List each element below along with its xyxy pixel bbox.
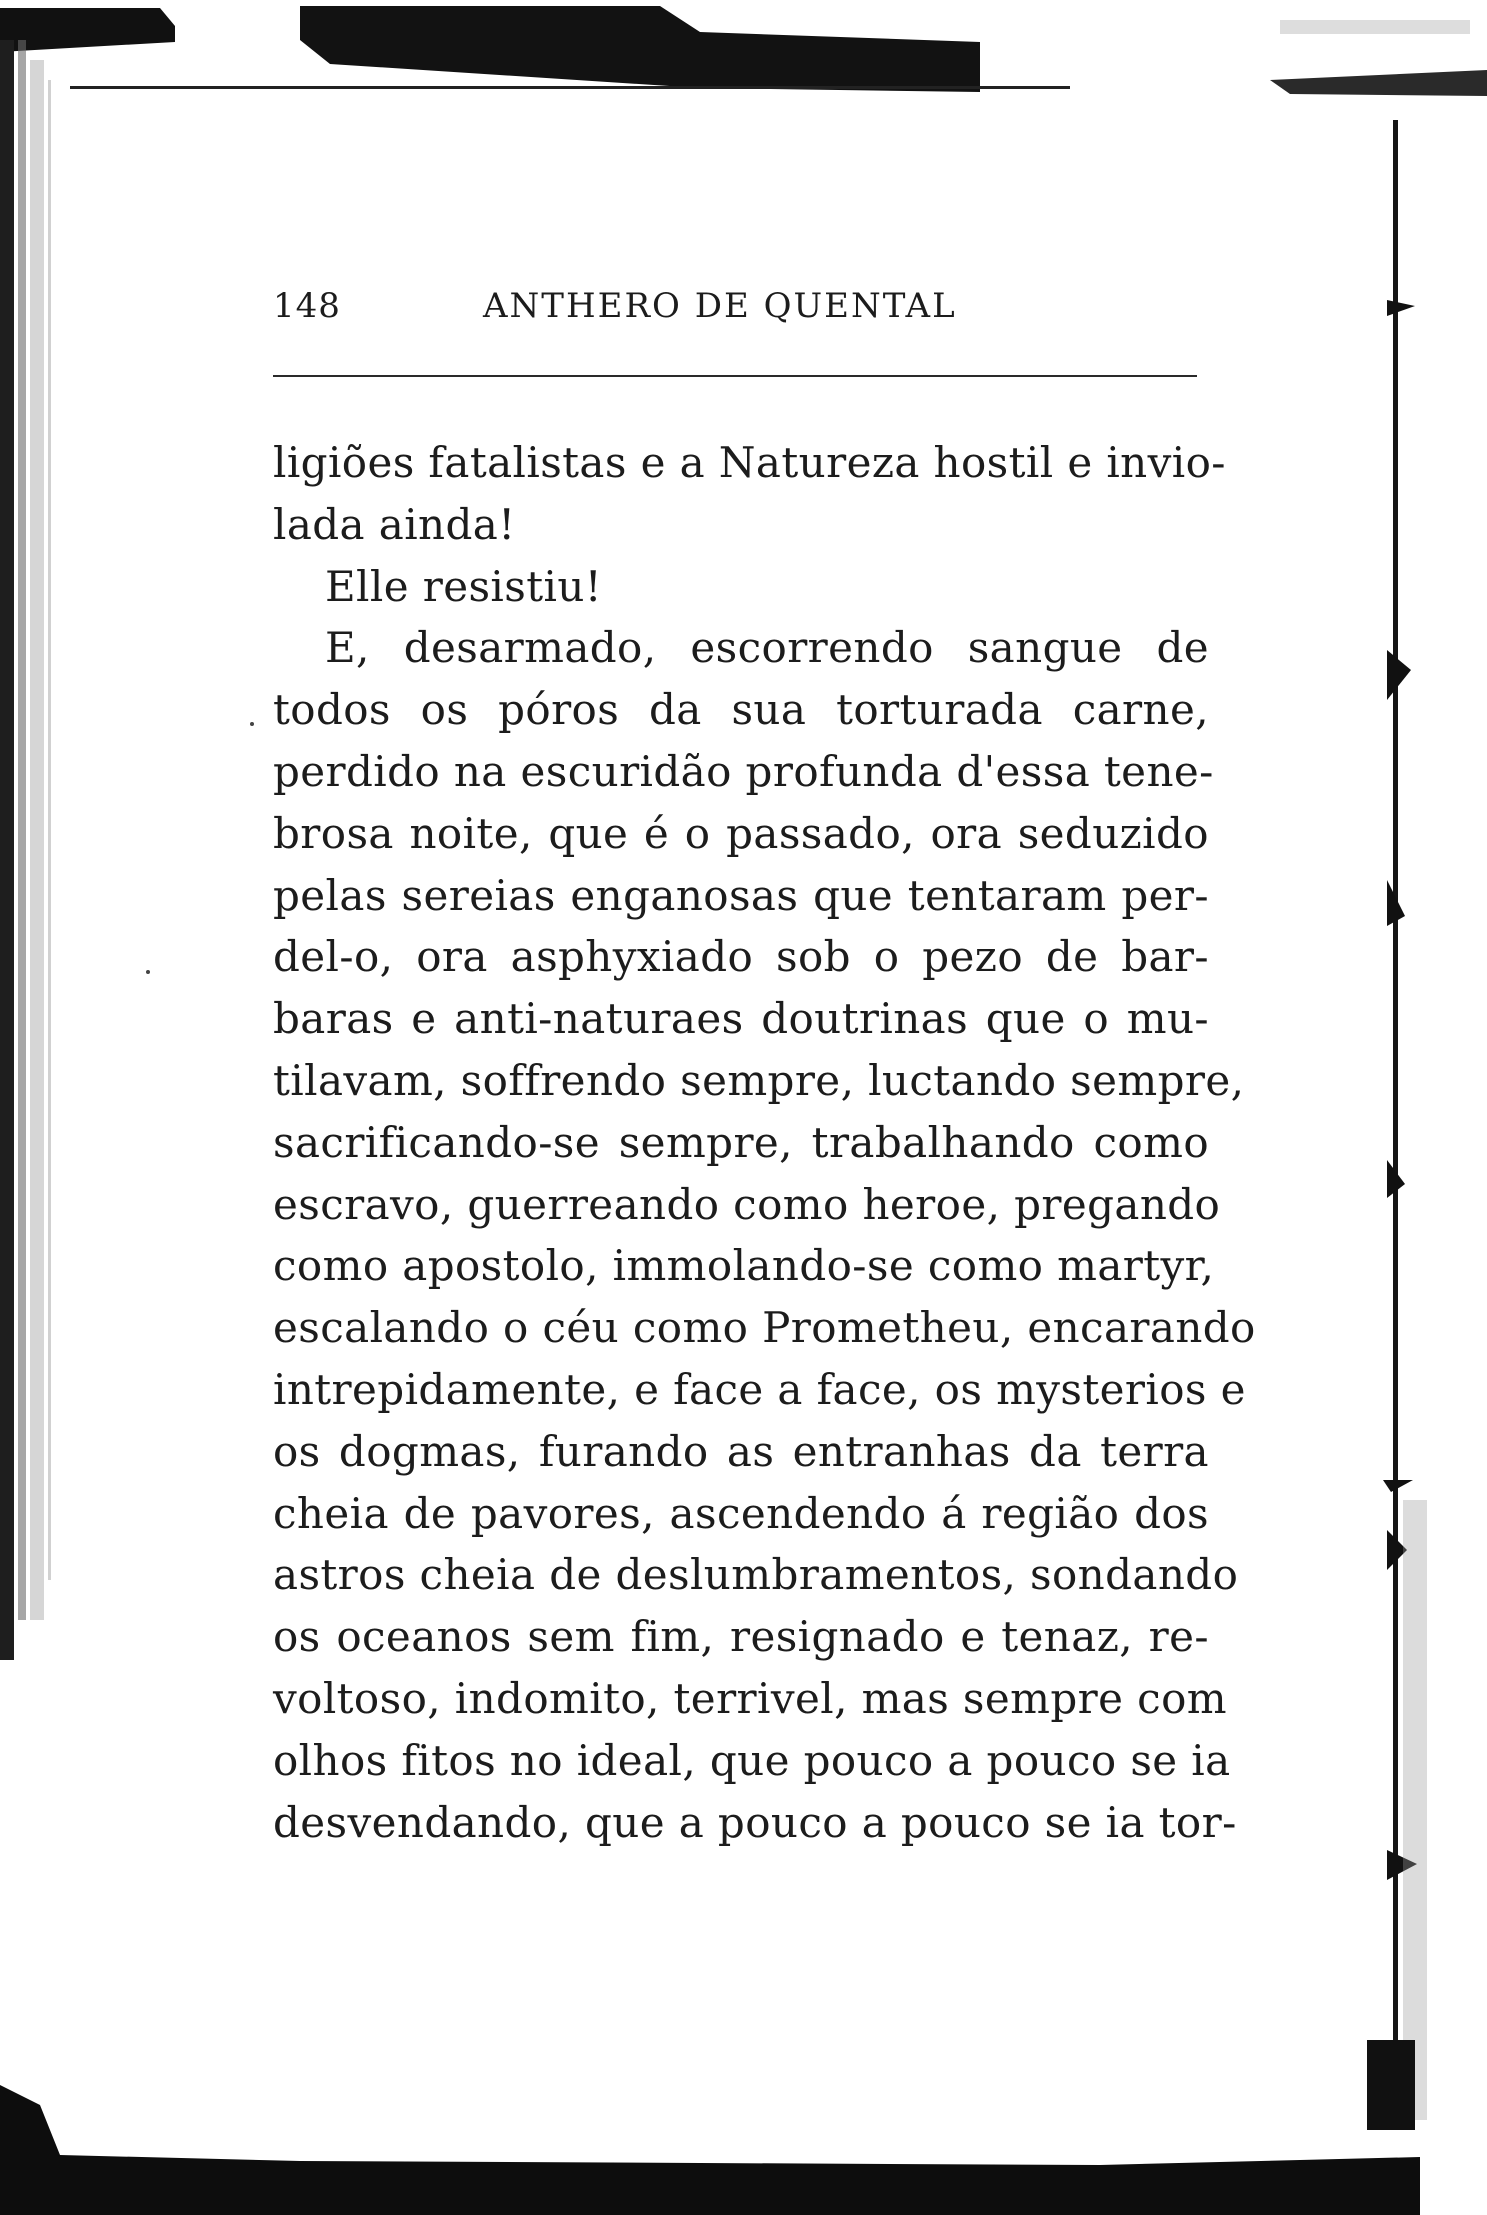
margin-speck: [146, 970, 150, 974]
text-line: todos os póros da sua torturada carne,: [273, 685, 1209, 735]
running-head: [273, 280, 1193, 340]
text-line: os oceanos sem fim, resignado e tenaz, re-: [273, 1612, 1209, 1662]
text-line: baras e anti-naturaes doutrinas que o mu-: [273, 994, 1209, 1044]
text-line: os dogmas, furando as entranhas da terra: [273, 1426, 1209, 1476]
margin-speck: [250, 722, 254, 726]
text-line: escalando o céu como Prometheu, encarando: [273, 1303, 1256, 1353]
text-line: como apostolo, immolando-se como martyr,: [273, 1241, 1215, 1291]
text-line: del-o, ora asphyxiado sob o pezo de bar-: [273, 932, 1209, 982]
text-line: escravo, guerreando como heroe, pregando: [273, 1179, 1221, 1229]
body-text: [273, 432, 1256, 1853]
text-line: pelas sereias enganosas que tentaram per-: [273, 870, 1209, 920]
text-line: intrepidamente, e face a face, os mysterios e: [273, 1364, 1246, 1414]
text-line: cheia de pavores, ascendendo á região dos: [273, 1488, 1209, 1538]
text-line: ligiões fatalistas e a Natureza hostil e invio-: [273, 438, 1226, 487]
text-line: perdido na escuridão profunda d'essa tene-: [273, 746, 1214, 796]
header-rule: [273, 375, 1197, 377]
scan-edge-right: [1367, 80, 1487, 2170]
text-line: brosa noite, que é o passado, ora seduzido: [273, 808, 1209, 858]
page-number: 148: [273, 286, 341, 326]
text-line: E, desarmado, escorrendo sangue de: [325, 623, 1209, 673]
text-line: astros cheia de deslumbramentos, sondando: [273, 1550, 1239, 1600]
scan-binding-bottom: [0, 2045, 1487, 2215]
text-line: olhos fitos no ideal, que pouco a pouco se ia: [273, 1735, 1231, 1785]
text-line: lada ainda!: [273, 499, 516, 549]
scan-binding-top: [0, 0, 1487, 110]
text-line: desvendando, que a pouco a pouco se ia tor-: [273, 1797, 1237, 1847]
text-line: sacrificando-se sempre, trabalhando como: [273, 1117, 1209, 1167]
text-line: Elle resistiu!: [325, 561, 603, 611]
text-line: voltoso, indomito, terrivel, mas sempre com: [273, 1673, 1227, 1723]
text-line: tilavam, soffrendo sempre, luctando sempre,: [273, 1055, 1245, 1105]
scan-edge-left: [0, 40, 70, 1660]
running-title: ANTHERO DE QUENTAL: [483, 286, 957, 326]
